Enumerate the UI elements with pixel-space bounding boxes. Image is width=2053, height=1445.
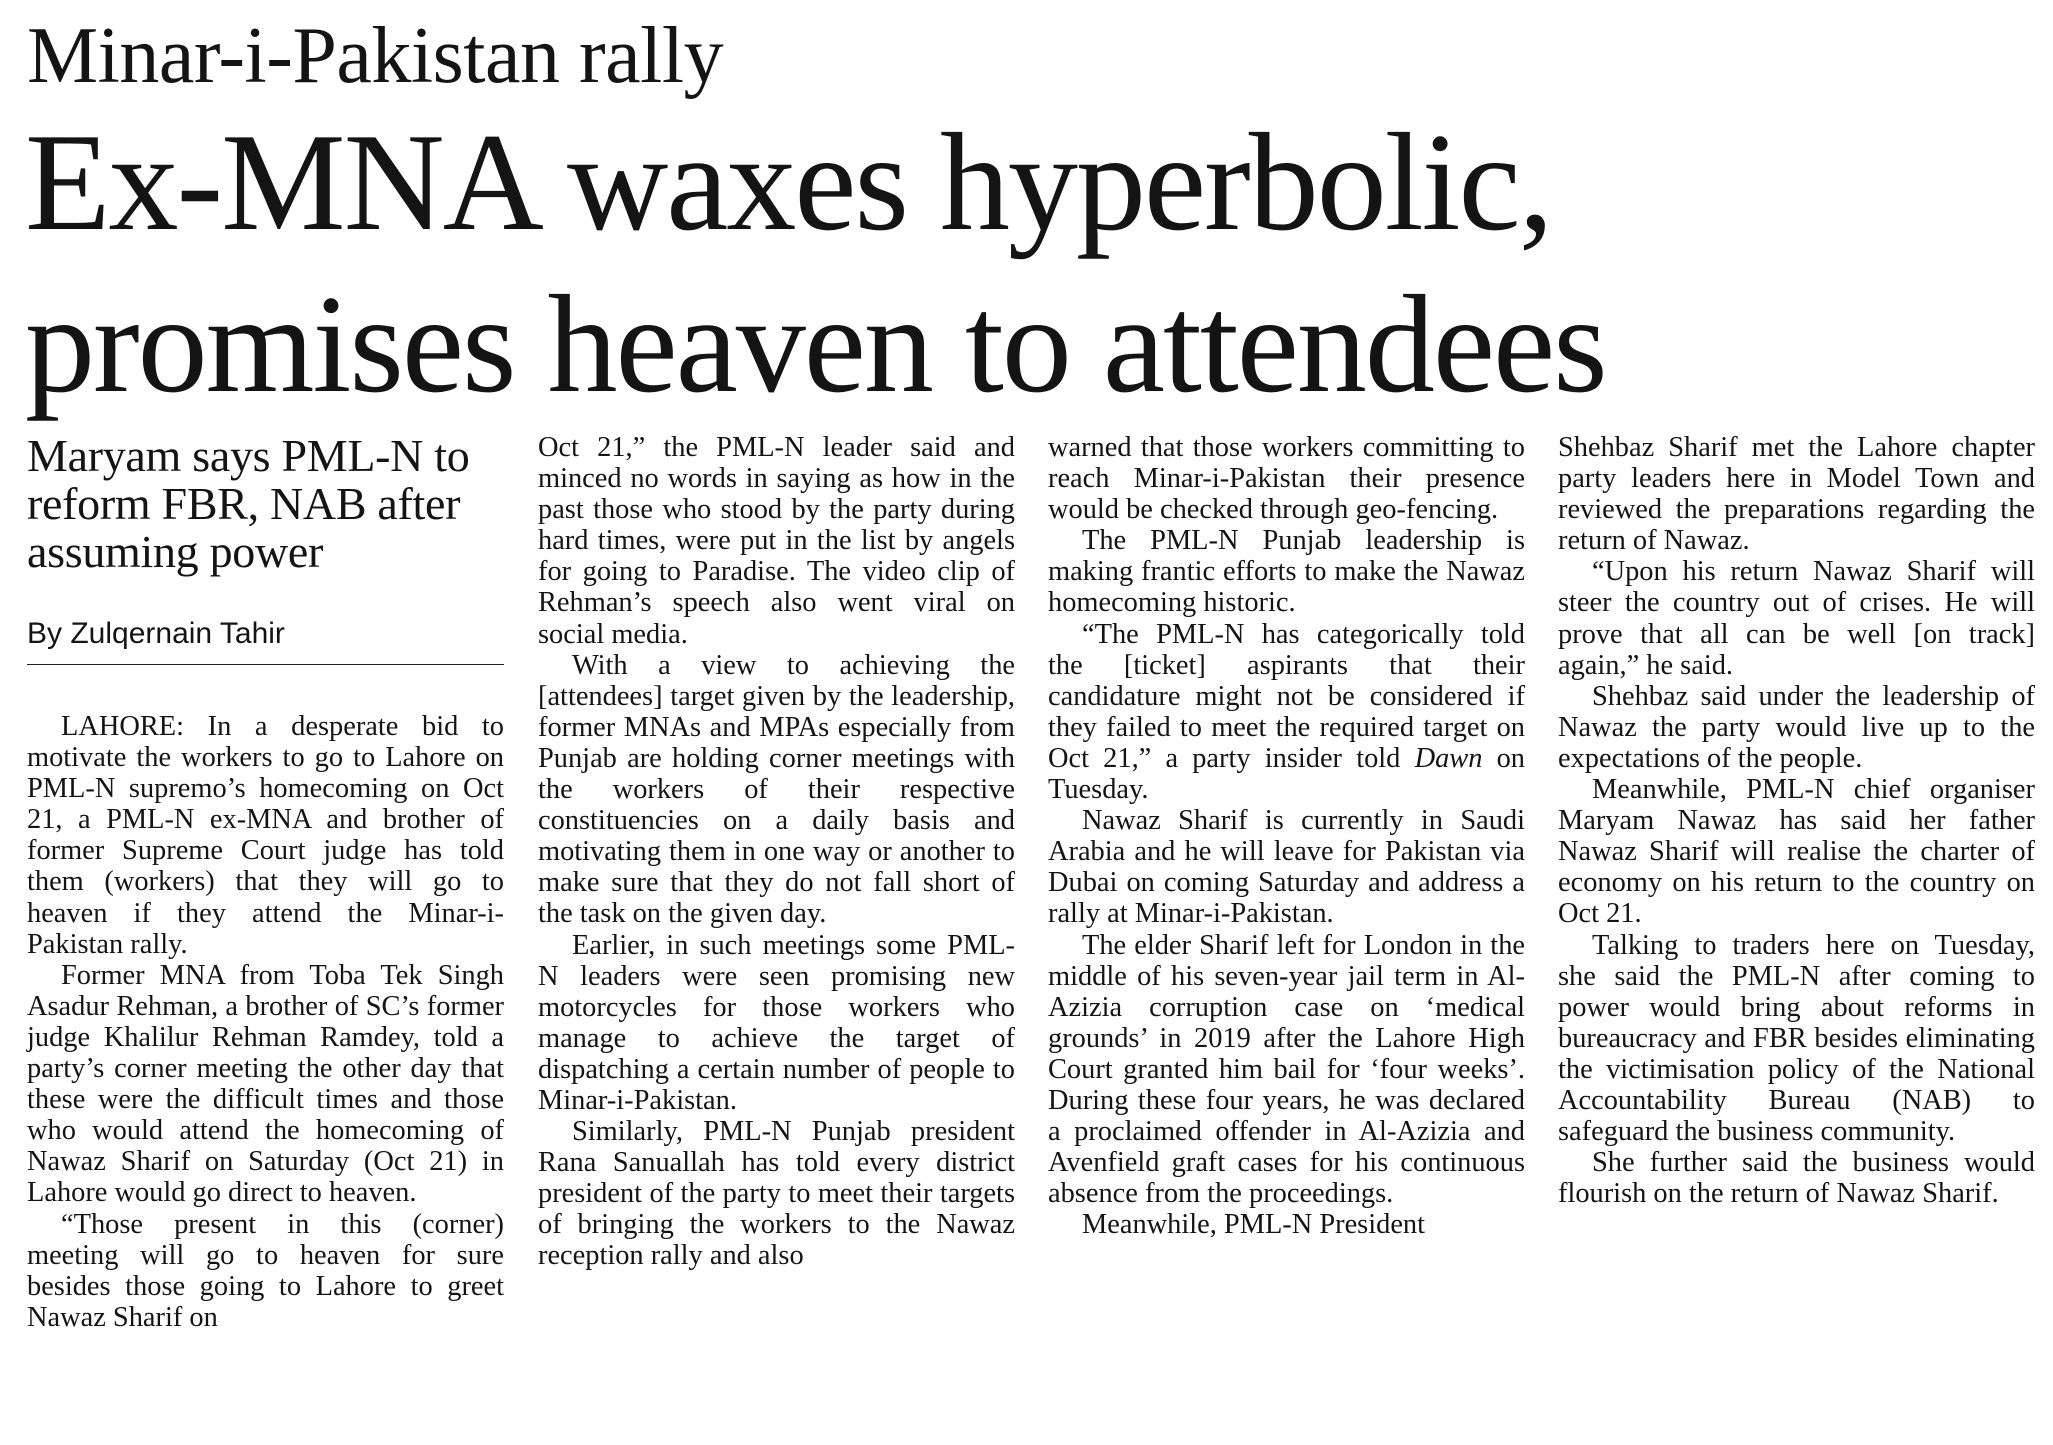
paragraph [1048, 619, 1525, 806]
paragraph: LAHORE: In a desperate bid to motivate the workers to go to Lahore on PML-N supremo’s homecoming on Oct 21, a PML-N ex-MNA and brother of former Supreme Court judge has told them (workers) that they will go to heaven if they attend the Minar-i-Pakistan rally. [27, 711, 504, 960]
paragraph: “Upon his return Nawaz Sharif will steer the country out of crises. He will prove that all can be well [on track] again,” he said. [1558, 556, 2035, 681]
paragraph: Similarly, PML-N Punjab president Rana Sanuallah has told every district president of the party to meet their targets of bringing the workers to the Nawaz reception rally and also [538, 1116, 1015, 1272]
paragraph: The PML-N Punjab leadership is making frantic efforts to make the Nawaz homecoming historic. [1048, 525, 1525, 619]
article-column-1 [27, 711, 504, 1333]
article-column-3 [1048, 432, 1525, 1240]
kicker: Minar-i-Pakistan rally [27, 12, 724, 100]
quote-text: “The PML-N has categorically told the [ticket] aspirants that their candidature might not be considered if they failed to meet the required target on Oct 21,” a party insider told [1048, 618, 1525, 774]
paragraph: She further said the business would flourish on the return of Nawaz Sharif. [1558, 1147, 2035, 1210]
byline: By Zulqernain Tahir [27, 614, 504, 665]
headline-line-1: Ex-MNA waxes hyperbolic, [25, 105, 1552, 260]
paragraph: Former MNA from Toba Tek Singh Asadur Rehman, a brother of SC’s former judge Khalilur Rehman Ramdey, told a party’s corner meeting the other day that these were the difficult times and those who would attend the homecoming of Nawaz Sharif on Saturday (Oct 21) in Lahore would go direct to heaven. [27, 959, 504, 1209]
paragraph: With a view to achieving the [attendees] target given by the leadership, former MNAs and MPAs especially from Punjab are holding corner meetings with the workers of their respective constituencies on a daily basis and motivating them in one way or another to make sure that they do not fall short of the task on the given day. [538, 649, 1015, 930]
paragraph: Shehbaz said under the leadership of Nawaz the party would live up to the expectations of the people. [1558, 680, 2035, 774]
paragraph: Earlier, in such meetings some PML-N leaders were seen promising new motorcycles for those workers who manage to achieve the target of dispatching a certain number of people to Minar-i-Pakistan. [538, 929, 1015, 1116]
paragraph: Meanwhile, PML-N President [1082, 1209, 1426, 1241]
paragraph: “Those present in this (corner) meeting will go to heaven for sure besides those going to Lahore to greet Nawaz Sharif on [27, 1208, 504, 1333]
paragraph: Talking to traders here on Tuesday, she said the PML-N after coming to power would bring about reforms in bureaucracy and FBR besides eliminating the victimisation policy of the National Accountability Bureau (NAB) to safeguard the business community. [1558, 929, 2035, 1148]
paragraph: Oct 21,” the PML-N leader said and minced no words in saying as how in the past those who stood by the party during hard times, were put in the list by angels for going to Paradise. The video clip of Rehman’s speech also went viral on social media. [538, 432, 1015, 650]
article-column-4 [1558, 432, 2035, 1209]
paragraph: The elder Sharif left for London in the middle of his seven-year jail term in Al-Azizia corruption case on ‘medical grounds’ in 2019 after the Lahore High Court granted him bail for ‘four weeks’. During these four years, he was declared a proclaimed offender in Al-Azizia and Avenfield graft cases for his continuous absence from the proceedings. [1048, 929, 1525, 1210]
headline [25, 102, 1606, 427]
paragraph: Shehbaz Sharif met the Lahore chapter party leaders here in Model Town and reviewed the preparations regarding the return of Nawaz. [1558, 432, 2035, 557]
subheadline: Maryam says PML-N to reform FBR, NAB after assuming power [27, 430, 470, 577]
publication-name: Dawn [1414, 742, 1483, 774]
paragraph: Nawaz Sharif is currently in Saudi Arabia and he will leave for Pakistan via Dubai on coming Saturday and address a rally at Minar-i-Pakistan. [1048, 805, 1525, 930]
paragraph: warned that those workers committing to reach Minar-i-Pakistan their presence would be checked through geo-fencing. [1048, 432, 1525, 526]
quote-text-end: on Tuesday. [1048, 742, 1525, 806]
article-column-2 [538, 432, 1015, 1272]
headline-line-2: promises heaven to attendees [25, 267, 1606, 423]
paragraph: Meanwhile, PML-N chief organiser Maryam Nawaz has said her father Nawaz Sharif will realise the charter of economy on his return to the country on Oct 21. [1558, 774, 2035, 930]
